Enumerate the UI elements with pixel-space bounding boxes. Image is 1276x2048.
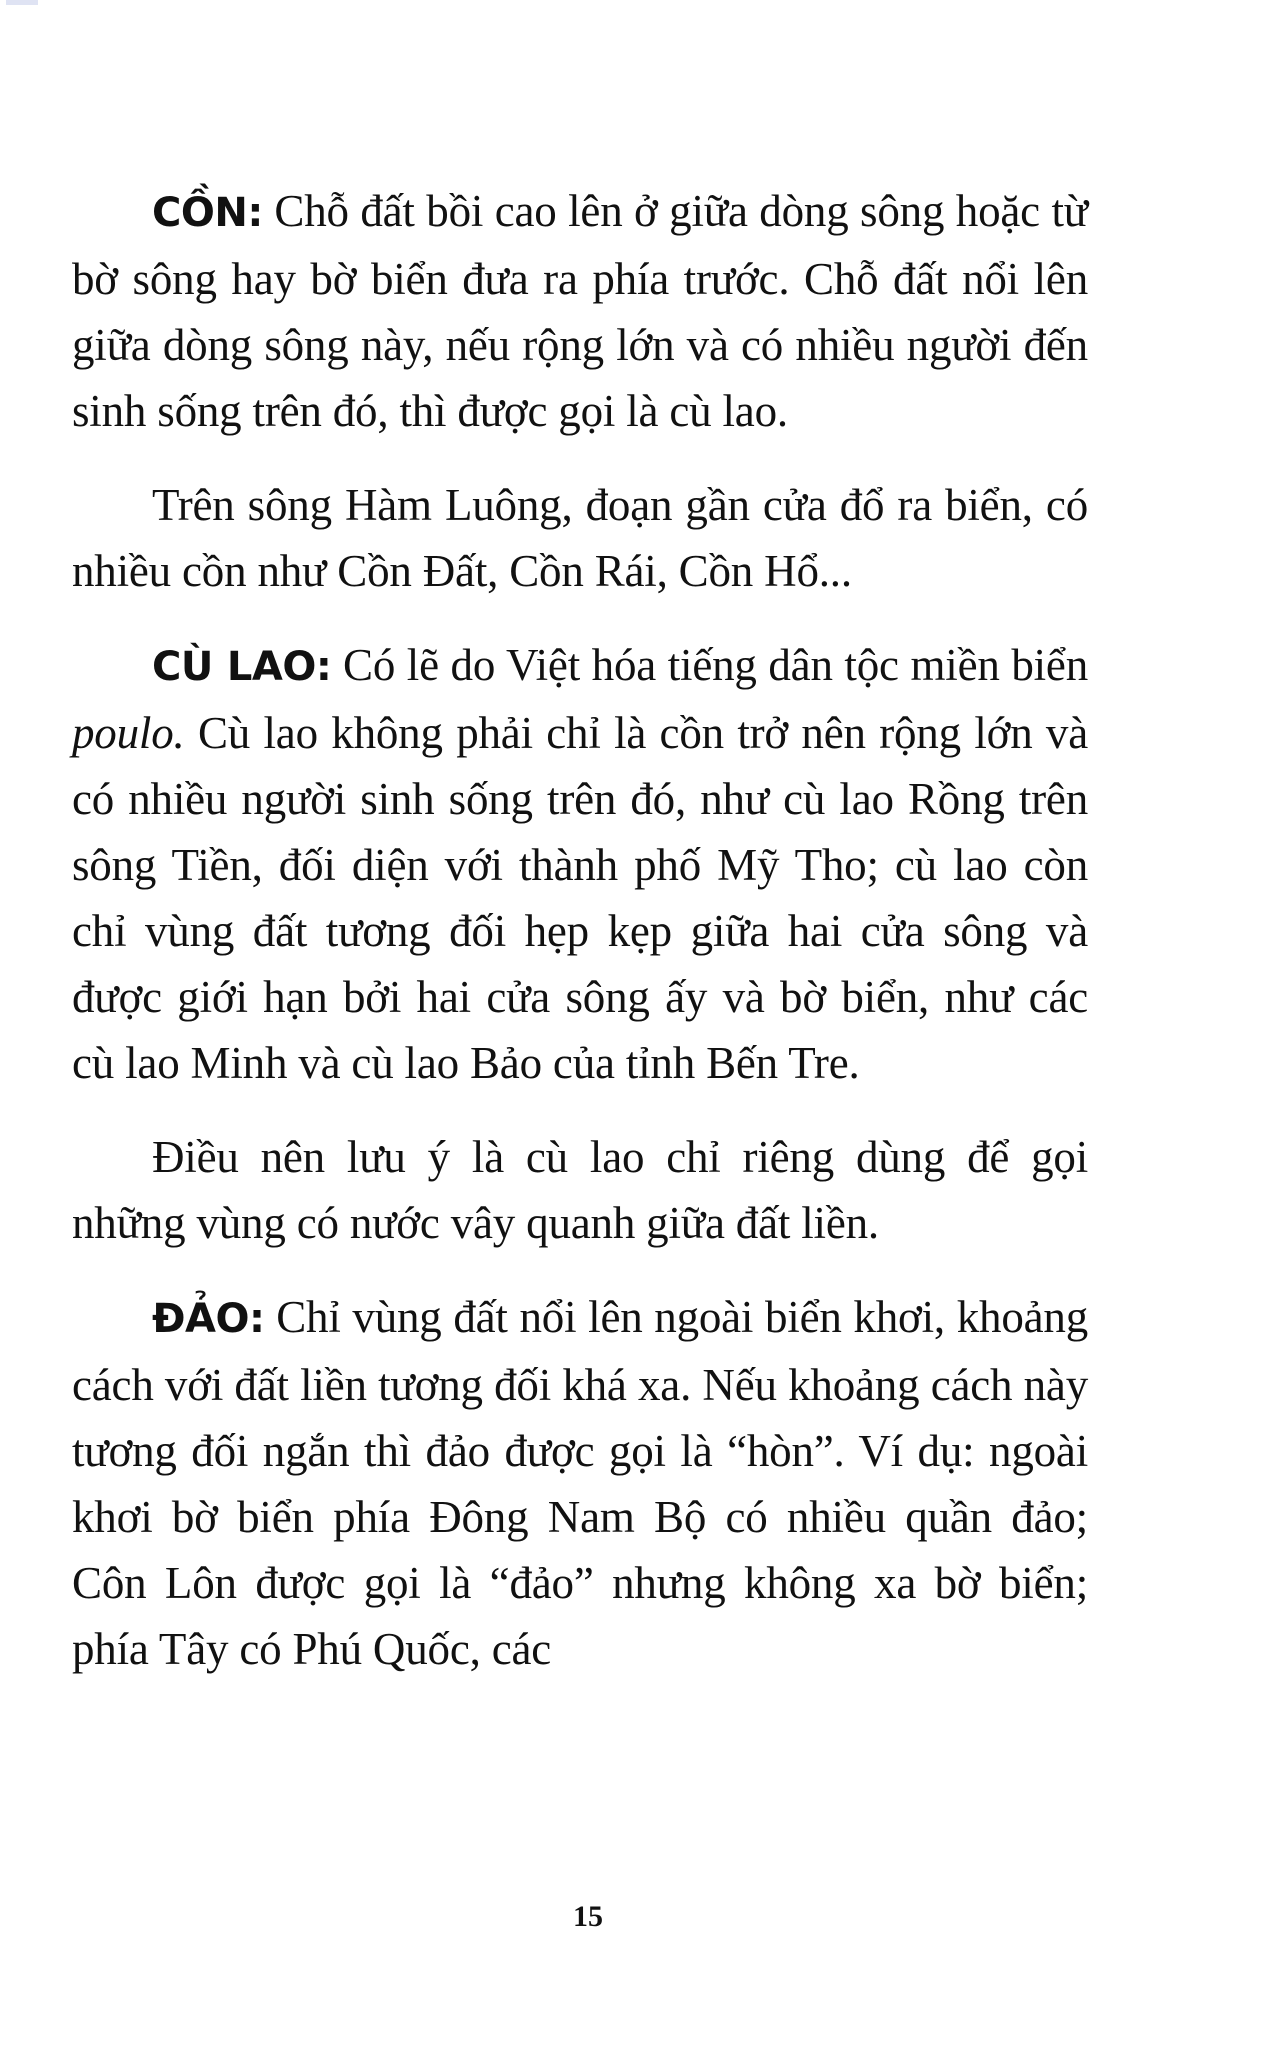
paragraph-text: Cù lao không phải chỉ là cồn trở nên rộng lớn và có nhiều người sinh sống trên đó, như cù lao Rồng trên sông Tiền, đối diện với thành phố Mỹ Tho; cù lao còn chỉ vùng đất tương đối hẹp kẹp giữa hai cửa sông và được giới hạn bởi hai cửa sông ấy và bờ biển, như các cù lao Minh và cù lao Bảo của tỉnh Bến Tre.: [72, 708, 1088, 1088]
italic-word-poulo: poulo.: [72, 708, 185, 758]
page-body: [72, 178, 1088, 1710]
paragraph-text: Có lẽ do Việt hóa tiếng dân tộc miền biển: [331, 640, 1088, 690]
paragraph-con: [72, 178, 1088, 444]
paragraph-ham-luong: [72, 472, 1088, 604]
paragraph-cu-lao: [72, 632, 1088, 1096]
term-dao: ĐẢO:: [152, 1296, 265, 1342]
term-cu-lao: CÙ LAO:: [152, 644, 332, 690]
paragraph-note: [72, 1124, 1088, 1256]
scan-corner-mark: [6, 0, 38, 5]
term-con: CỒN:: [152, 190, 263, 236]
paragraph-dao: [72, 1284, 1088, 1682]
paragraph-text: Chỉ vùng đất nổi lên ngoài biển khơi, khoảng cách với đất liền tương đối khá xa. Nếu khoảng cách này tương đối ngắn thì đảo được gọi là “hòn”. Ví dụ: ngoài khơi bờ biển phía Đông Nam Bộ có nhiều quần đảo; Côn Lôn được gọi là “đảo” nhưng không xa bờ biển; phía Tây có Phú Quốc, các: [72, 1292, 1088, 1674]
paragraph-text: Điều nên lưu ý là cù lao chỉ riêng dùng để gọi những vùng có nước vây quanh giữa đất liền.: [72, 1132, 1088, 1248]
paragraph-text: Trên sông Hàm Luông, đoạn gần cửa đổ ra biển, có nhiều cồn như Cồn Đất, Cồn Rái, Cồn Hổ...: [72, 480, 1088, 596]
page-number: 15: [573, 1900, 603, 1933]
paragraph-text: Chỗ đất bồi cao lên ở giữa dòng sông hoặc từ bờ sông hay bờ biển đưa ra phía trước. Chỗ đất nổi lên giữa dòng sông này, nếu rộng lớn và có nhiều người đến sinh sống trên đó, thì được gọi là cù lao.: [72, 186, 1088, 436]
